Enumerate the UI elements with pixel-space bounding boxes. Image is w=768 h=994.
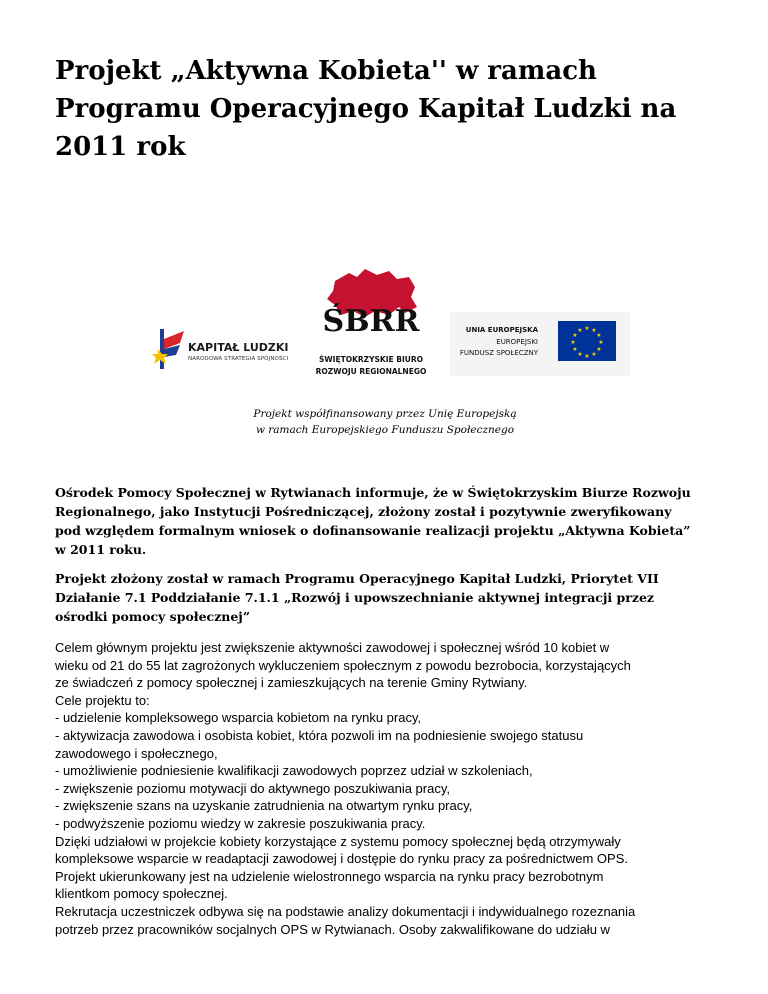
lead1-line: Regionalnego, jako Instytucji Pośredniczącej, złożony został i pozytywnie zweryfikowany (55, 504, 672, 519)
body-line: zawodowego i społecznego, (55, 745, 218, 761)
kapital-ludzki-logo (150, 325, 305, 371)
eu-line-2: EUROPEJSKI (496, 338, 538, 346)
eu-flag (558, 321, 616, 361)
svg-text:★: ★ (584, 325, 590, 332)
svg-text:★: ★ (577, 351, 583, 358)
svg-text:★: ★ (577, 327, 583, 334)
body-line: Celem głównym projektu jest zwiększenie aktywności zawodowej i społecznej wśród 10 kobiet w (55, 640, 610, 655)
sbrr-line-2: ROZWOJU REGIONALNEGO (315, 367, 427, 376)
body-line: kompleksowe wsparcie w readaptacji zawodowej i dostępie do rynku pracy za pośrednictwem OPS. (55, 851, 628, 867)
body-line: Dzięki udziałowi w projekcie kobiety korzystające z systemu pomocy społecznej będą otrzymywały (55, 833, 621, 849)
svg-text:★: ★ (591, 327, 597, 334)
sbrr-logo (305, 267, 437, 379)
body-line: - zwiększenie poziomu motywacji do aktywnego poszukiwania pracy, (55, 780, 450, 796)
svg-text:★: ★ (598, 339, 604, 346)
body-text (55, 639, 715, 938)
sbrr-acronym: ŚBRR (322, 304, 420, 339)
body-line: wieku od 21 do 55 lat zagrożonych wykluczeniem społecznym z powodu bezrobocia, korzystających (55, 657, 631, 673)
svg-text:★: ★ (596, 332, 602, 339)
swietokrzyskie-region-map-icon (305, 267, 437, 339)
svg-text:★: ★ (572, 346, 578, 353)
svg-text:★: ★ (584, 353, 590, 360)
svg-text:★: ★ (570, 339, 576, 346)
logo-bar (150, 267, 630, 379)
lead1-line: pod względem formalnym wniosek o dofinansowanie realizacji projektu „Aktywna Kobieta” (55, 523, 691, 538)
eu-flag-stars-icon (558, 321, 616, 361)
cofinancing-line-1: Projekt współfinansowany przez Unię Europejską (253, 408, 517, 420)
svg-text:★: ★ (596, 346, 602, 353)
kapital-ludzki-title: KAPITAŁ LUDZKI (188, 341, 289, 354)
body-line: - umożliwienie podniesienie kwalifikacji zawodowych poprzez udział w szkoleniach, (55, 763, 533, 779)
body-line: klientkom pomocy społecznej. (55, 886, 228, 902)
body-line: Rekrutacja uczestniczek odbywa się na podstawie analizy dokumentacji i indywidualnego rozeznania (55, 903, 636, 919)
lead1-line: Ośrodek Pomocy Społecznej w Rytwianach informuje, że w Świętokrzyskim Biurze Rozwoju (55, 485, 691, 500)
lead2-line: Projekt złożony został w ramach Programu Operacyjnego Kapitał Ludzki, Priorytet VII (55, 571, 659, 586)
eu-line-3: FUNDUSZ SPOŁECZNY (459, 349, 538, 357)
kapital-ludzki-emblem-icon (150, 325, 186, 371)
body-line: - aktywizacja zawodowa i osobista kobiet, która pozwoli im na podniesienie swojego statusu (55, 727, 584, 743)
body-line: Cele projektu to: (55, 692, 150, 708)
lead-paragraph-2 (55, 569, 715, 626)
lead2-line: ośrodki pomocy społecznej” (55, 609, 251, 624)
body-line: - zwiększenie szans na uzyskanie zatrudnienia na otwartym rynku pracy, (55, 798, 473, 814)
lead-paragraph-1 (55, 483, 715, 559)
cofinancing-line-2: w ramach Europejskiego Funduszu Społecznego (255, 424, 515, 436)
page-title: Projekt „Aktywna Kobieta'' w ramach Programu Operacyjnego Kapitał Ludzki na 2011 rok (55, 56, 677, 162)
svg-text:★: ★ (591, 351, 597, 358)
kapital-ludzki-subtitle: NARODOWA STRATEGIA SPÓJNOŚCI (188, 356, 289, 362)
lead2-line: Działanie 7.1 Poddziałanie 7.1.1 „Rozwój i upowszechnianie aktywnej integracji przez (55, 590, 655, 605)
body-line: - podwyższenie poziomu wiedzy w zakresie poszukiwania pracy. (55, 815, 426, 831)
body-line: potrzeb przez pracowników socjalnych OPS w Rytwianach. Osoby zakwalifikowane do udziału w (55, 921, 610, 937)
eu-logo (450, 312, 630, 376)
cofinancing-note (55, 406, 715, 438)
sbrr-line-1: ŚWIĘTOKRZYSKIE BIURO (318, 355, 424, 364)
body-line: - udzielenie kompleksowego wsparcia kobietom na rynku pracy, (55, 710, 422, 726)
svg-text:★: ★ (572, 332, 578, 339)
body-line: ze świadczeń z pomocy społecznej i zamieszkujących na terenie Gminy Rytwiany. (55, 675, 528, 691)
lead1-line: w 2011 roku. (55, 542, 147, 557)
body-line: Projekt ukierunkowany jest na udzielenie wielostronnego wsparcia na rynku pracy bezrobotnym (55, 868, 604, 884)
eu-line-1: UNIA EUROPEJSKA (465, 326, 538, 334)
